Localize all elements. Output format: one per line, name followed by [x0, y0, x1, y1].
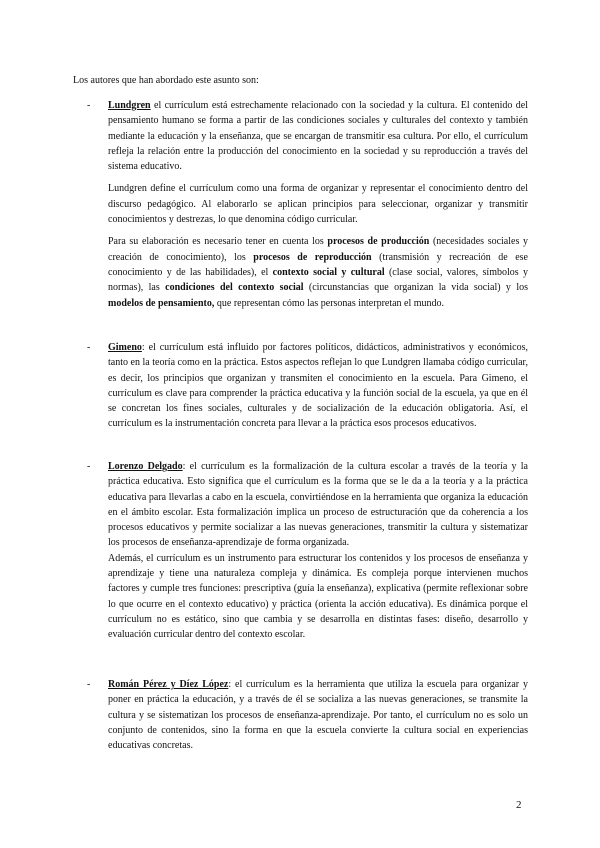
text-run: (necesidades sociales y creación de conocimiento), los: [108, 236, 529, 263]
roman-text: : el currículum es la herramienta que utiliza la escuela para organizar y poner en práctica la educación, y a través de él se socializa a las nuevas generaciones, se transmite la cultura y se sistematizan los procesos de enseñanza-aprendizaje. Por tanto, el currículum no es solo un conjunto de contenidos, sino la forma en que la escuela convierte la cultura social en experiencias educativas concretas.: [108, 679, 529, 752]
intro-text: Los autores que han abordado este asunto son:: [73, 75, 259, 86]
bullet-dash: -: [87, 342, 91, 353]
keyword-procesos-reproduccion: procesos de reproducción: [253, 251, 372, 263]
keyword-contexto-social-cultural: contexto social y cultural: [272, 266, 385, 278]
lundgren-paragraph-2: Lundgren define el currículum como una forma de organizar y representar el conocimiento dentro del discurso pedagógico. Al elaborarlo se aplican principios para seleccionar, organizar y transmitir conocimientos y destrezas, lo que denomina código curricular.: [108, 183, 528, 226]
page-number: 2: [516, 799, 522, 811]
delgado-text-1: : el currículum es la formalización de la cultura escolar a través de la teoría y la práctica educativa. Esto significa que el currículum es la forma que se le da a la teoría y a la práctica educativa para llevarlas a cabo en la escuela, convirtiéndose en la herramienta que organiza la educación en el ámbito escolar. Esta formalización implica un proceso de estructuración que da coherencia a los procesos educativos y permite socializar a las nuevas generaciones, transmitir la cultura y sistematizar los procesos de enseñanza-aprendizaje de forma organizada.: [108, 461, 528, 549]
keyword-modelos-pensamiento: modelos de pensamiento,: [108, 297, 215, 309]
bullet-dash: -: [87, 100, 91, 111]
text-run: (circunstancias que organizan la vida social) y los: [303, 282, 528, 294]
lundgren-paragraph-1: [108, 98, 528, 174]
delgado-paragraph-2: Además, el currículum es un instrumento para estructurar los contenidos y los procesos de enseñanza y aprendizaje y tiene una naturaleza compleja y dinámica. Es compleja porque intervienen muchos factores y cumple tres funciones: prescriptiva (guía la enseñanza), explicativa (permite reflexionar sobre lo que ocurre en el contexto educativo) y práctica (orienta la acción educativa). Es dinámica porque el currículum no es estático, sino que cambia y se desarrolla en distintas fases: diseño, desarrollo y evaluación curricular dentro del contexto escolar.: [108, 552, 528, 641]
list-item-gimeno: [88, 340, 528, 439]
text-run: Para su elaboración es necesario tener en cuenta los: [108, 236, 328, 248]
text-run: que representan cómo las personas interpretan el mundo.: [214, 297, 445, 309]
text-run: (transmisión y recreación de ese conocimiento y de las habilidades), el: [108, 251, 528, 278]
delgado-paragraph-1: [108, 459, 528, 551]
author-lundgren: Lundgren: [108, 100, 151, 111]
gimeno-paragraph: [108, 340, 528, 432]
keyword-procesos-produccion: procesos de producción: [327, 236, 430, 248]
author-gimeno: Gimeno: [108, 342, 142, 353]
list-item-roman-perez: [88, 677, 528, 760]
lundgren-paragraph-3: [108, 234, 528, 310]
author-lorenzo-delgado: Lorenzo Delgado: [108, 461, 183, 472]
text-run: (clase social, valores, símbolos y normas), las: [108, 266, 528, 294]
author-roman-perez-diez-lopez: Román Pérez y Díez López: [108, 679, 229, 690]
bullet-dash: -: [87, 461, 91, 472]
list-item-lundgren: [88, 98, 528, 318]
bullet-dash: -: [87, 679, 91, 690]
lundgren-text-1: el currículum está estrechamente relacionado con la sociedad y la cultura. El contenido del pensamiento humano se forma a partir de las condiciones sociales y culturales del contexto y también mediante la educación y la enseñanza, que se encargan de transmitir esa cultura. Por ello, el currículum refleja la relación entre la producción del conocimiento en la sociedad y su reproducción a través del sistema educativo.: [108, 100, 528, 173]
keyword-condiciones-contexto: condiciones del contexto social: [165, 282, 304, 294]
roman-paragraph: [108, 677, 528, 753]
gimeno-text: : el currículum está influido por factores políticos, didácticos, administrativos y económicos, tanto en la teoría como en la práctica. Estos aspectos reflejan lo que Lundgren llamaba código curricular, es decir, los principios que organizan y transmiten el conocimiento en la escuela. Para Gimeno, el currículum es clave para comprender la práctica educativa y la función social de la escuela, ya que en él se concretan los fines sociales, culturales y de socialización de la educación obligatoria. Así, el currículum es la instrumentación concreta para llevar a la práctica esos procesos educativos.: [108, 342, 528, 430]
list-item-delgado: [88, 459, 528, 650]
